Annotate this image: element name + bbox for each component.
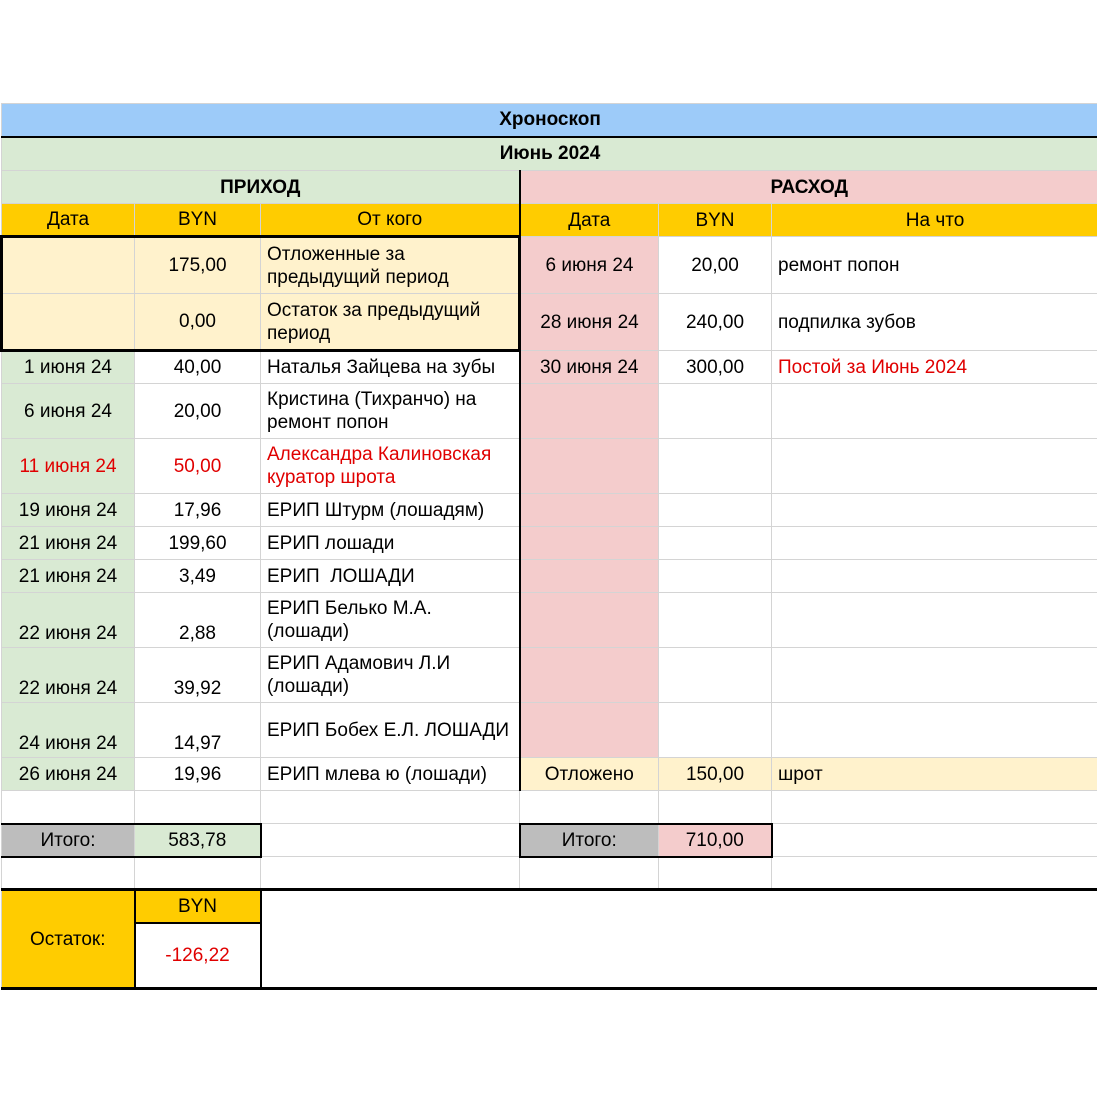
income-date-cell[interactable]: 19 июня 24 <box>2 494 135 527</box>
income-source-cell[interactable]: Остаток за предыдущий период <box>261 294 520 351</box>
expense-amount-cell[interactable]: 300,00 <box>659 351 772 384</box>
empty-cell[interactable] <box>2 857 135 890</box>
empty-cell[interactable] <box>2 791 135 824</box>
income-date-cell[interactable]: 24 июня 24 <box>2 703 135 758</box>
table-row <box>2 439 1097 494</box>
empty-cell[interactable] <box>261 824 520 857</box>
balance-value[interactable]: -126,22 <box>135 923 261 989</box>
expense-date-cell[interactable]: 6 июня 24 <box>520 237 659 294</box>
income-source-cell[interactable]: Отложенные за предыдущий период <box>261 237 520 294</box>
expense-purpose-cell[interactable] <box>772 527 1097 560</box>
expense-purpose-cell[interactable] <box>772 439 1097 494</box>
empty-row <box>2 857 1097 890</box>
income-date-cell[interactable] <box>2 294 135 351</box>
income-source-cell[interactable]: ЕРИП Бобех Е.Л. ЛОШАДИ <box>261 703 520 758</box>
income-amount-cell[interactable]: 0,00 <box>135 294 261 351</box>
income-source-cell[interactable]: ЕРИП лошади <box>261 527 520 560</box>
expense-date-cell[interactable]: 30 июня 24 <box>520 351 659 384</box>
expense-date-cell[interactable] <box>520 527 659 560</box>
income-amount-cell[interactable]: 40,00 <box>135 351 261 384</box>
income-source-cell[interactable]: ЕРИП Белько М.А. (лошади) <box>261 593 520 648</box>
table-row <box>2 351 1097 384</box>
expense-purpose-cell[interactable] <box>772 648 1097 703</box>
empty-cell[interactable] <box>772 824 1097 857</box>
income-source-cell[interactable]: Кристина (Тихранчо) на ремонт попон <box>261 384 520 439</box>
income-date-cell[interactable]: 11 июня 24 <box>2 439 135 494</box>
expense-amount-cell[interactable] <box>659 439 772 494</box>
balance-label: Остаток: <box>2 890 135 989</box>
expense-purpose-cell[interactable]: подпилка зубов <box>772 294 1097 351</box>
empty-cell[interactable] <box>261 791 520 824</box>
spreadsheet <box>0 103 1097 990</box>
income-col-date: Дата <box>2 204 135 237</box>
table-row <box>2 593 1097 648</box>
expense-purpose-cell[interactable] <box>772 560 1097 593</box>
expense-date-cell[interactable] <box>520 494 659 527</box>
income-date-cell[interactable]: 6 июня 24 <box>2 384 135 439</box>
income-amount-cell[interactable]: 20,00 <box>135 384 261 439</box>
expense-amount-cell[interactable] <box>659 384 772 439</box>
income-amount-cell[interactable]: 14,97 <box>135 703 261 758</box>
expense-date-cell[interactable] <box>520 384 659 439</box>
table-row <box>2 758 1097 791</box>
empty-cell[interactable] <box>772 857 1097 890</box>
expense-col-what: На что <box>772 204 1097 237</box>
table-row <box>2 703 1097 758</box>
income-date-cell[interactable] <box>2 237 135 294</box>
income-date-cell[interactable]: 21 июня 24 <box>2 560 135 593</box>
income-date-cell[interactable]: 22 июня 24 <box>2 648 135 703</box>
expense-total-value[interactable]: 710,00 <box>659 824 772 857</box>
balance-note-area[interactable] <box>261 890 1097 989</box>
income-heading: ПРИХОД <box>2 171 520 204</box>
income-amount-cell[interactable]: 199,60 <box>135 527 261 560</box>
expense-amount-cell[interactable] <box>659 527 772 560</box>
table-row <box>2 560 1097 593</box>
totals-row <box>2 824 1097 857</box>
expense-date-cell[interactable] <box>520 703 659 758</box>
table-row <box>2 648 1097 703</box>
empty-row <box>2 791 1097 824</box>
empty-cell[interactable] <box>659 791 772 824</box>
period-title: Июнь 2024 <box>2 137 1097 171</box>
empty-cell[interactable] <box>772 791 1097 824</box>
expense-col-byn: BYN <box>659 204 772 237</box>
income-date-cell[interactable]: 22 июня 24 <box>2 593 135 648</box>
income-source-cell[interactable]: ЕРИП млева ю (лошади) <box>261 758 520 791</box>
empty-cell[interactable] <box>659 857 772 890</box>
expense-purpose-cell[interactable] <box>772 494 1097 527</box>
expense-total-label: Итого: <box>520 824 659 857</box>
expense-amount-cell[interactable] <box>659 560 772 593</box>
income-col-from: От кого <box>261 204 520 237</box>
expense-purpose-cell[interactable] <box>772 703 1097 758</box>
expense-col-date: Дата <box>520 204 659 237</box>
table-row <box>2 384 1097 439</box>
income-date-cell[interactable]: 21 июня 24 <box>2 527 135 560</box>
expense-date-cell[interactable] <box>520 648 659 703</box>
expense-date-cell[interactable] <box>520 593 659 648</box>
income-amount-cell[interactable]: 2,88 <box>135 593 261 648</box>
empty-cell[interactable] <box>135 791 261 824</box>
sheet-title: Хроноскоп <box>2 104 1097 137</box>
income-total-label: Итого: <box>2 824 135 857</box>
income-source-cell[interactable]: ЕРИП Адамович Л.И (лошади) <box>261 648 520 703</box>
table-row <box>2 494 1097 527</box>
income-amount-cell[interactable]: 39,92 <box>135 648 261 703</box>
expense-purpose-cell[interactable]: ремонт попон <box>772 237 1097 294</box>
expense-date-cell[interactable] <box>520 560 659 593</box>
expense-amount-cell[interactable] <box>659 593 772 648</box>
expense-amount-cell[interactable] <box>659 703 772 758</box>
balance-currency: BYN <box>135 890 261 923</box>
income-date-cell[interactable]: 26 июня 24 <box>2 758 135 791</box>
income-total-value[interactable]: 583,78 <box>135 824 261 857</box>
income-amount-cell[interactable]: 19,96 <box>135 758 261 791</box>
income-amount-cell[interactable]: 50,00 <box>135 439 261 494</box>
income-date-cell[interactable]: 1 июня 24 <box>2 351 135 384</box>
expense-amount-cell[interactable] <box>659 494 772 527</box>
empty-cell[interactable] <box>520 791 659 824</box>
income-source-cell[interactable]: Наталья Зайцева на зубы <box>261 351 520 384</box>
empty-cell[interactable] <box>135 857 261 890</box>
balance-row <box>2 890 1097 923</box>
empty-cell[interactable] <box>520 857 659 890</box>
expense-amount-cell[interactable]: 20,00 <box>659 237 772 294</box>
expense-purpose-cell[interactable]: Постой за Июнь 2024 <box>772 351 1097 384</box>
table-row <box>2 237 1097 294</box>
expense-date-cell[interactable]: Отложено <box>520 758 659 791</box>
income-source-cell[interactable]: ЕРИП Штурм (лошадям) <box>261 494 520 527</box>
expense-purpose-cell[interactable]: шрот <box>772 758 1097 791</box>
expense-purpose-cell[interactable] <box>772 593 1097 648</box>
income-col-byn: BYN <box>135 204 261 237</box>
expense-purpose-cell[interactable] <box>772 384 1097 439</box>
table-row <box>2 294 1097 351</box>
income-source-cell[interactable]: ЕРИП ЛОШАДИ <box>261 560 520 593</box>
income-amount-cell[interactable]: 175,00 <box>135 237 261 294</box>
expense-amount-cell[interactable] <box>659 648 772 703</box>
expense-amount-cell[interactable]: 150,00 <box>659 758 772 791</box>
income-source-cell[interactable]: Александра Калиновская куратор шрота <box>261 439 520 494</box>
expense-heading: РАСХОД <box>520 171 1097 204</box>
expense-amount-cell[interactable]: 240,00 <box>659 294 772 351</box>
table-row <box>2 527 1097 560</box>
expense-date-cell[interactable] <box>520 439 659 494</box>
income-amount-cell[interactable]: 17,96 <box>135 494 261 527</box>
expense-date-cell[interactable]: 28 июня 24 <box>520 294 659 351</box>
budget-table <box>0 103 1097 990</box>
income-amount-cell[interactable]: 3,49 <box>135 560 261 593</box>
empty-cell[interactable] <box>261 857 520 890</box>
